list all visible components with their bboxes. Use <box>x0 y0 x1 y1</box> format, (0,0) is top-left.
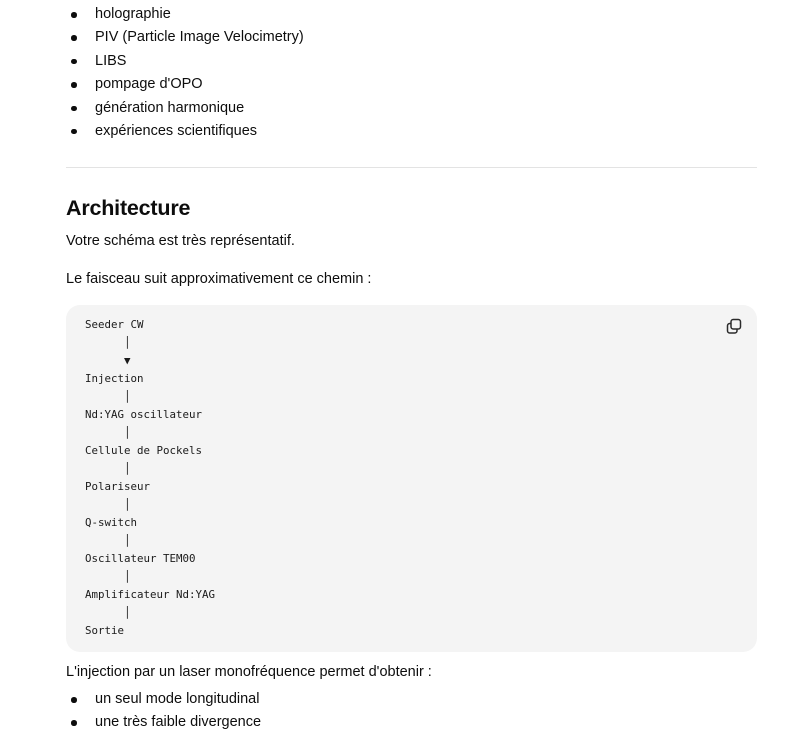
paragraph: Le faisceau suit approximativement ce chemin : <box>66 271 372 287</box>
applications-list <box>66 3 304 143</box>
list-item: génération harmonique <box>66 97 304 120</box>
list-item: expériences scientifiques <box>66 120 304 143</box>
list-item: une très faible divergence <box>66 711 261 734</box>
section-divider <box>66 167 757 168</box>
list-item: holographie <box>66 3 304 26</box>
code-block <box>66 305 757 652</box>
section-heading: Architecture <box>66 196 191 220</box>
paragraph: L'injection par un laser monofréquence permet d'obtenir : <box>66 664 432 680</box>
copy-icon <box>725 317 743 335</box>
list-item: PIV (Particle Image Velocimetry) <box>66 26 304 49</box>
list-item: pompage d'OPO <box>66 73 304 96</box>
copy-code-button[interactable] <box>725 317 743 335</box>
list-item: un seul mode longitudinal <box>66 688 261 711</box>
paragraph: Votre schéma est très représentatif. <box>66 233 295 249</box>
list-item: LIBS <box>66 50 304 73</box>
benefits-list <box>66 688 261 735</box>
code-text[interactable]: Seeder CW │ ▼ Injection │ Nd:YAG oscillateur │ Cellule de Pockels │ Polariseur │ Q-switch │ Oscillateur TEM00 │ Amplificateur Nd:YAG │ Sortie <box>85 318 216 637</box>
